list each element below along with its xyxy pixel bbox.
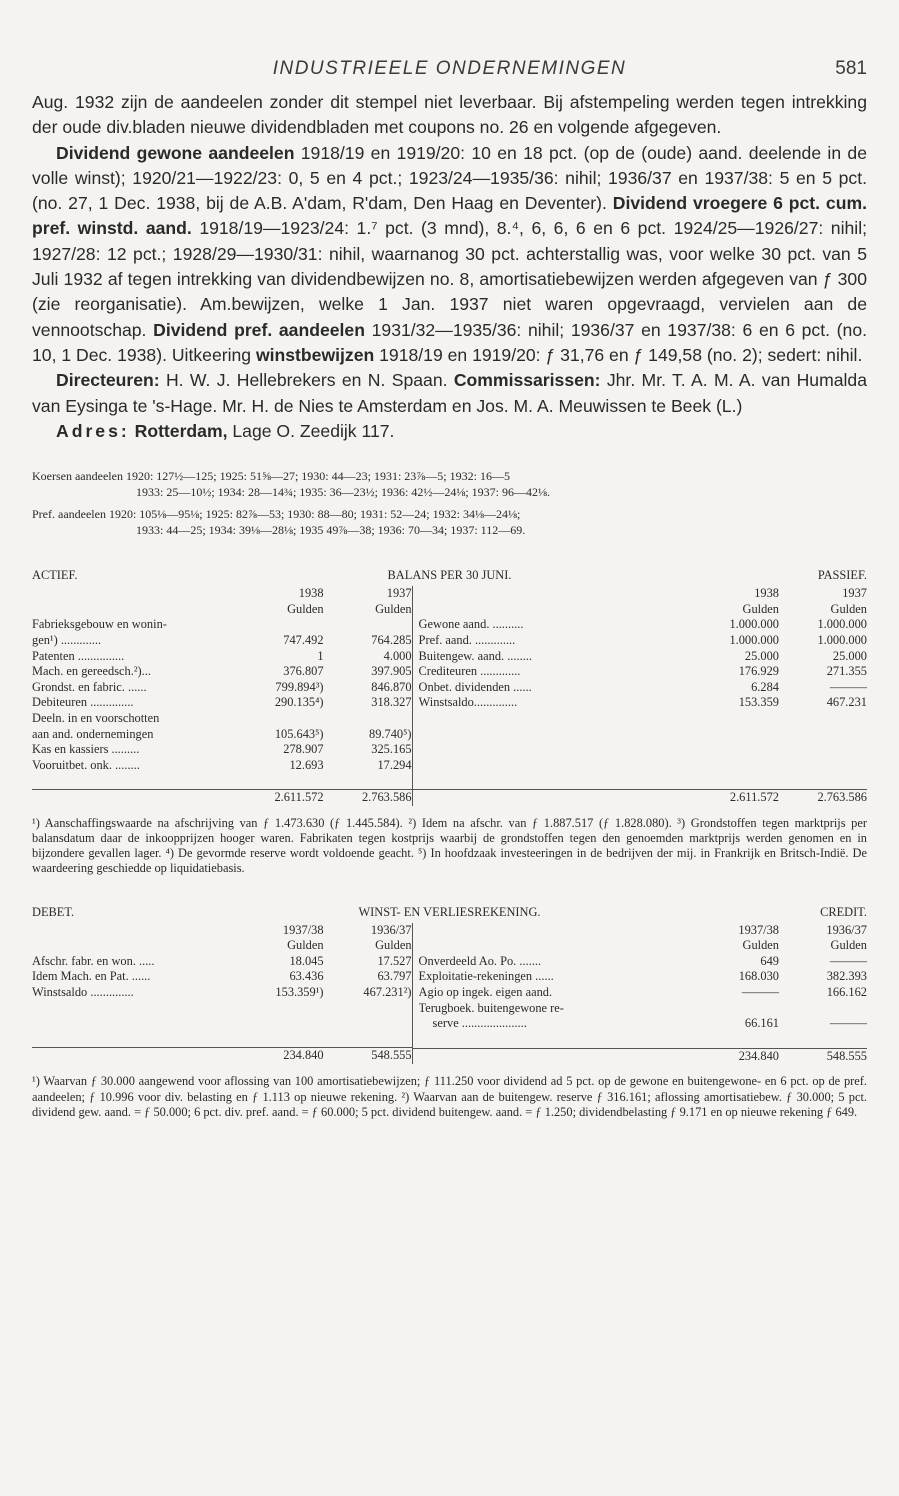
table-row: Onbet. dividenden ...... 6.284 ——— [418, 679, 867, 694]
table-row: Winstsaldo.............. 153.359 467.231 [418, 695, 867, 710]
label-dividend-gewone: Dividend gewone aandeelen [56, 142, 295, 163]
label-dividend-pref: Dividend pref. aandeelen [153, 319, 365, 340]
pnl-credit-heading: CREDIT. [820, 904, 867, 919]
text-directeuren: H. W. J. Hellebrekers en N. Spaan. [159, 370, 454, 391]
pnl-footnotes: ¹) Waarvan ƒ 30.000 aangewend voor aflossing van 100 amortisatiebewijzen; ƒ 111.250 voor dividend ad 5 pct. op de gewone en buitengewone- en 6 pct. op de pref. aandeelen; ƒ 10.996 voor div. belasting en ƒ 1.113 op nieuwe rekening. ²) Waarvan aan de buitengew. reserve ƒ 316.161; aflossing amortisatiebew. ƒ 30.000; 5 pct. dividend gew. aand. = ƒ 50.000; 6 pct. div. pref. aand. = ƒ 60.000; 5 pct. dividend buitengew. aand. = ƒ 1.250; dividendbelasting ƒ 9.171 en op nieuwe rekening ƒ 649. [32, 1074, 867, 1119]
balance-passief-heading: PASSIEF. [817, 568, 867, 583]
pnl-debet-rows [32, 954, 412, 1001]
table-row: Fabrieksgebouw en wonin- [32, 617, 167, 632]
table-row: Mach. en gereedsch.²)... 376.807 397.905 [32, 664, 412, 679]
koersen-row-1: Koersen aandeelen 1920: 127½—125; 1925: 51⅝—27; 1930: 44—23; 1931: 23⅞—5; 1932: 16—5 [32, 469, 510, 484]
year-header: 1936/37 [826, 922, 867, 937]
balance-sheet [32, 568, 867, 877]
pnl-header [32, 905, 867, 923]
table-row: Terugboek. buitengewone re- [418, 1000, 564, 1015]
pnl-credit-rows [413, 954, 867, 1032]
unit-header: Gulden [742, 938, 779, 953]
unit-header: Gulden [375, 601, 412, 616]
label-adres: Adres: [56, 420, 130, 441]
unit-header: Gulden [830, 938, 867, 953]
balance-header [32, 568, 867, 586]
label-directeuren: Directeuren: [56, 370, 160, 391]
page-number: 581 [835, 58, 867, 79]
table-row: Debiteuren .............. 290.135⁴) 318.327 [32, 695, 412, 710]
koersen-row-2: 1933: 25—10½; 1934: 28—14¾; 1935: 36—23½; 1936: 42½—24⅛; 1937: 96—42⅛. [136, 485, 551, 500]
running-title: INDUSTRIEELE ONDERNEMINGEN [272, 58, 627, 79]
pnl-credit-column [412, 923, 867, 1065]
balance-passief-column [412, 586, 867, 806]
year-header: 1936/37 [370, 922, 412, 937]
table-row: Idem Mach. en Pat. ...... 63.436 63.797 [32, 969, 412, 984]
table-row: serve ..................... 66.161 ——— [432, 1016, 867, 1031]
year-header: 1937 [842, 586, 867, 601]
address-city: Rotterdam, [129, 420, 228, 441]
unit-header: Gulden [287, 601, 324, 616]
table-row: Afschr. fabr. en won. ..... 18.045 17.527 [32, 953, 412, 968]
balance-actief-total: 2.611.572 2.763.586 [32, 789, 412, 806]
share-prices [32, 468, 867, 538]
address-street: Lage O. Zeedijk 117. [227, 420, 395, 441]
table-row: Deeln. in en voorschotten [32, 710, 160, 725]
unit-header: Gulden [742, 601, 779, 616]
balance-passief-rows [413, 617, 867, 711]
profit-loss-account [32, 905, 867, 1120]
text-dividend-pref: 1931/32—1935/36: nihil; 1936/37 en 1937/38: 6 en 6 pct. (no. 10, 1 Dec. 1938). Uitkeering [32, 319, 867, 365]
pnl-debet-heading: DEBET. [32, 904, 75, 919]
balance-actief-column [32, 586, 412, 806]
label-commissarissen: Commissarissen: [453, 370, 601, 391]
page [32, 58, 867, 1120]
company-description [32, 90, 867, 444]
label-winstbewijzen: winstbewijzen [255, 344, 375, 365]
paragraph-dividends [32, 141, 867, 369]
table-row: Patenten ............... 1 4.000 [32, 648, 412, 663]
label-dividend-vroegere: Dividend vroegere 6 pct. cum. pref. winstd. aand. [32, 193, 867, 239]
table-row: Winstsaldo .............. 153.359¹) 467.231²) [32, 985, 412, 1000]
table-row: Grondst. en fabric. ...... 799.894³) 846.870 [32, 679, 412, 694]
paragraph-stamp: Aug. 1932 zijn de aandeelen zonder dit stempel niet leverbaar. Bij afstempeling werden tegen intrekking der oude div.bladen nieuwe dividendbladen met coupons no. 26 en volgende afgegeven. [32, 92, 867, 138]
year-header: 1937 [386, 586, 412, 601]
text-dividend-gewone: 1918/19 en 1919/20: 10 en 18 pct. (op de (oude) aand. deelende in de volle winst); 1920/21—1922/23: 0, 5 en 4 pct.; 1923/24—1935/36: nihil; 1936/37 en 1937/38: 5 en 5 pct. (no. 27, 1 Dec. 1938, bij de A.B. A'dam, R'dam, Den Haag en Deventer). [32, 142, 867, 214]
year-header: 1937/38 [738, 922, 779, 937]
table-row: Kas en kassiers ......... 278.907 325.165 [32, 742, 412, 757]
koersen-row-4: 1933: 44—25; 1934: 39⅛—28⅛; 1935 49⅞—38; 1936: 70—34; 1937: 112—69. [136, 523, 526, 538]
table-row: Crediteuren ............. 176.929 271.355 [418, 664, 867, 679]
table-row: Exploitatie-rekeningen ...... 168.030 382.393 [418, 969, 867, 984]
pnl-title: WINST- EN VERLIESREKENING. [358, 904, 541, 919]
year-header: 1938 [754, 586, 779, 601]
unit-header: Gulden [830, 601, 867, 616]
table-row: Gewone aand. .......... 1.000.000 1.000.000 [418, 617, 867, 632]
paragraph-address [32, 419, 867, 444]
table-row: Vooruitbet. onk. ........ 12.693 17.294 [32, 757, 412, 772]
paragraph-management [32, 368, 867, 419]
text-winstbewijzen: 1918/19 en 1919/20: ƒ 31,76 en ƒ 149,58 (no. 2); sedert: nihil. [374, 344, 863, 365]
unit-header: Gulden [375, 938, 412, 953]
text-commissarissen: Jhr. Mr. T. A. M. A. van Humalda van Eysinga te 's-Hage. Mr. H. de Nies te Amsterdam en Jos. M. A. Meuwissen te Beek (L.) [32, 370, 867, 416]
unit-header: Gulden [287, 938, 324, 953]
balance-footnotes: ¹) Aanschaffingswaarde na afschrijving van ƒ 1.473.630 (ƒ 1.445.584). ²) Idem na afschr. van ƒ 1.887.517 (ƒ 1.828.080). ³) Grondstoffen tegen marktprijs per balansdatum daar de inkoopprijzen hooger waren. Fabrikaten tegen kostprijs waarbij de grondstoffen tegen den genoemden marktprijs werden genomen en in bijzondere gevallen lager. ⁴) De gevormde reserve wordt voldoende geacht. ⁵) In hoofdzaak investeeringen in de bedrijven der mij. in Frankrijk en Britsch-Indië. De waardeering geschiedde op liquidatiebasis. [32, 815, 867, 876]
balance-passief-total: 2.611.572 2.763.586 [413, 789, 867, 806]
text-dividend-vroegere: 1918/19—1923/24: 1.⁷ pct. (3 mnd), 8.⁴, 6, 6, 6 en 6 pct. 1924/25—1926/27: nihil; 1927/28: 12 pct.; 1928/29—1930/31: nihil, waarnanog 30 pct. achterstallig was, voor welke 30 pct. van 5 Juli 1932 af tegen intrekking van dividendbewijzen no. 8, amortisatiebewijzen werden afgegeven van ƒ 300 (zie reorganisatie). Am.bewijzen, welke 1 Jan. 1937 niet waren opgevraagd, vervielen aan de vennootschap. [32, 218, 867, 340]
balance-actief-rows [32, 617, 412, 773]
year-header: 1938 [298, 586, 324, 601]
table-row: Buitengew. aand. ........ 25.000 25.000 [418, 648, 867, 663]
year-header: 1937/38 [282, 922, 324, 937]
page-header [32, 58, 867, 88]
pnl-debet-total: 234.840 548.555 [32, 1047, 412, 1064]
pnl-credit-total: 234.840 548.555 [413, 1048, 867, 1065]
balance-actief-heading: ACTIEF. [32, 568, 78, 583]
table-row: Agio op ingek. eigen aand. ——— 166.162 [418, 985, 867, 1000]
koersen-row-3: Pref. aandeelen 1920: 105⅛—95⅛; 1925: 82⅞—53; 1930: 88—80; 1931: 52—24; 1932: 34⅛—24⅛; [32, 507, 521, 522]
table-row: Pref. aand. ............. 1.000.000 1.000.000 [418, 632, 867, 647]
table-row: gen¹) ............. 747.492 764.285 [32, 632, 412, 647]
balance-title: BALANS PER 30 JUNI. [387, 568, 512, 583]
pnl-debet-column [32, 923, 412, 1065]
table-row: aan and. ondernemingen 105.643⁵) 89.740⁵) [32, 726, 412, 741]
table-row: Onverdeeld Ao. Po. ....... 649 ——— [418, 953, 867, 968]
